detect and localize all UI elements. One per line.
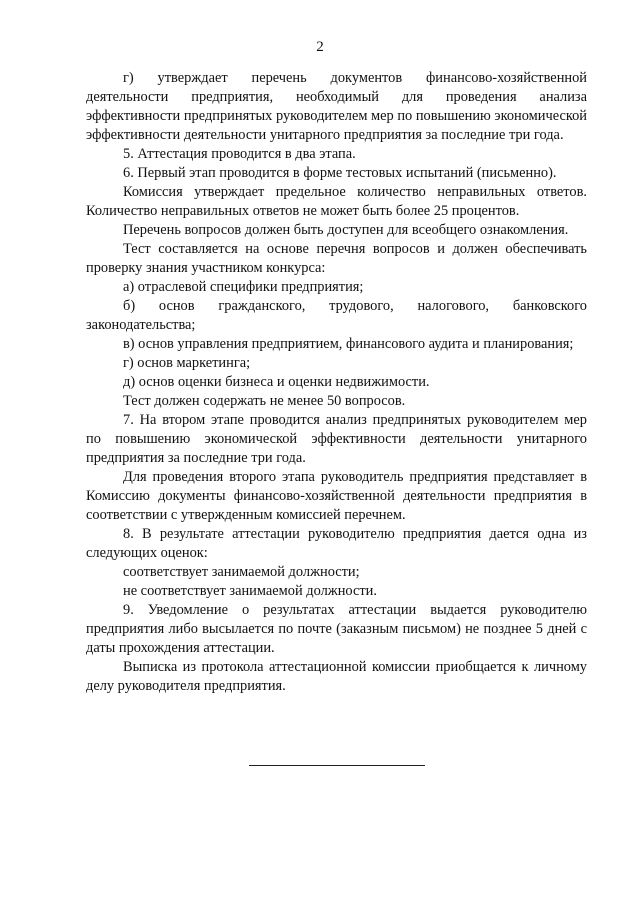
paragraph-test-composition: Тест составляется на основе перечня вопросов и должен обеспечивать проверку знания участником конкурса: [86,241,587,276]
paragraph-min-questions: Тест должен содержать не менее 50 вопросов. [123,393,406,409]
paragraph-second-stage-documents: Для проведения второго этапа руководитель предприятия представляет в Комиссию документы финансово-хозяйственной деятельности предприятия в соответствии с утвержденным комиссией перечнем. [86,469,587,523]
evaluation-option-fit: соответствует занимаемой должности; [123,564,360,580]
paragraph-attestation-result: 8. В результате аттестации руководителю предприятия дается одна из следующих оценок: [86,526,587,561]
paragraph-questions-availability: Перечень вопросов должен быть доступен для всеобщего ознакомления. [123,222,569,238]
paragraph-item-g-documents-list: г) утверждает перечень документов финансово-хозяйственной деятельности предприятия, необходимый для проведения анализа эффективности предпринятых руководителем мер по повышению экономической эффективности деятельности унитарного предприятия за последние три года. [86,70,587,143]
list-item-b: б) основ гражданского, трудового, налогового, банковского законодательства; [86,298,587,333]
list-item-a: а) отраслевой специфики предприятия; [123,279,364,295]
list-item-g: г) основ маркетинга; [123,355,251,371]
list-item-d: д) основ оценки бизнеса и оценки недвижимости. [123,374,430,390]
document-body [86,69,587,696]
closing-rule-divider [249,765,425,766]
paragraph-attestation-stages: 5. Аттестация проводится в два этапа. [123,146,356,162]
paragraph-first-stage: 6. Первый этап проводится в форме тестовых испытаний (письменно). [123,165,557,181]
paragraph-notification: 9. Уведомление о результатах аттестации выдается руководителю предприятия либо высылается по почте (заказным письмом) не позднее 5 дней с даты прохождения аттестации. [86,602,587,656]
paragraph-protocol-extract: Выписка из протокола аттестационной комиссии приобщается к личному делу руководителя предприятия. [86,659,587,694]
paragraph-wrong-answers-limit: Комиссия утверждает предельное количество неправильных ответов. Количество неправильных ответов не может быть более 25 процентов. [86,184,587,219]
page-number: 2 [316,39,324,55]
evaluation-option-unfit: не соответствует занимаемой должности. [123,583,377,599]
paragraph-second-stage: 7. На втором этапе проводится анализ предпринятых руководителем мер по повышению экономической эффективности деятельности унитарного предприятия за последние три года. [86,412,587,466]
list-item-v: в) основ управления предприятием, финансового аудита и планирования; [123,336,574,352]
